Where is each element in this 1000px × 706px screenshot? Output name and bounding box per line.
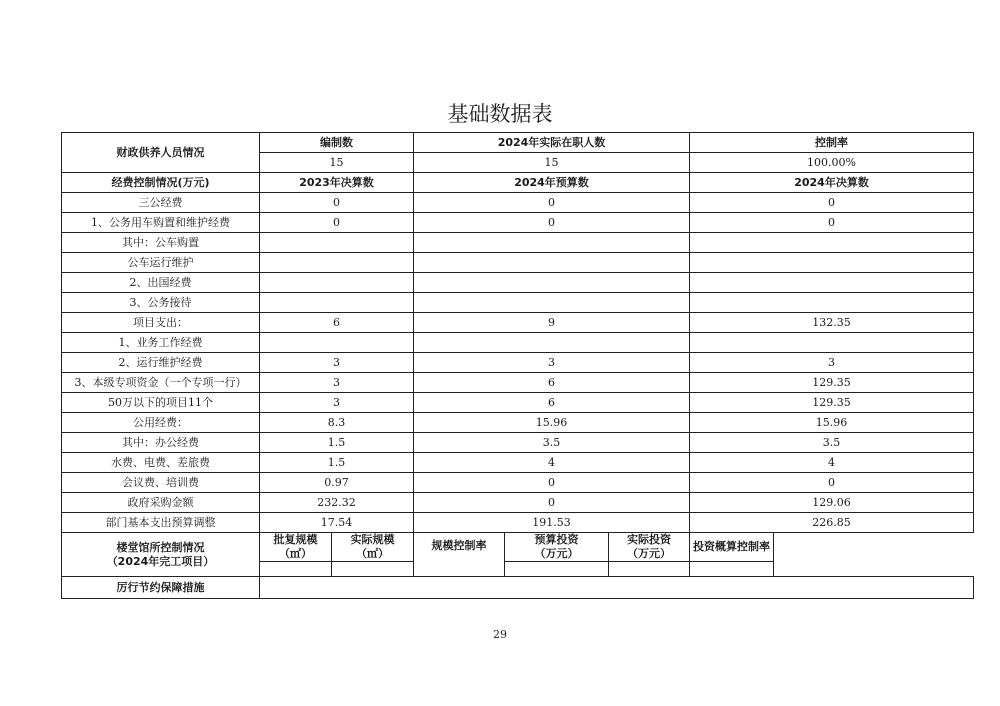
value-cell: 129.06 xyxy=(690,493,974,513)
row-label: 会议费、培训费 xyxy=(62,473,260,493)
header-cell xyxy=(505,533,609,562)
value-cell: 15 xyxy=(260,153,414,173)
value-cell xyxy=(260,562,332,577)
value-cell xyxy=(260,253,414,273)
row-label: 公用经费： xyxy=(62,413,260,433)
value-cell: 4 xyxy=(690,453,974,473)
value-cell: 226.85 xyxy=(690,513,974,533)
page-title: 基础数据表 xyxy=(447,102,553,126)
header-line: （万元） xyxy=(534,547,579,560)
row-label: 其中：办公经费 xyxy=(62,433,260,453)
value-cell xyxy=(414,333,690,353)
page-number: 29 xyxy=(493,628,507,641)
row-label: 1、公务用车购置和维护经费 xyxy=(62,213,260,233)
row-label: 2、出国经费 xyxy=(62,273,260,293)
value-cell: 4 xyxy=(414,453,690,473)
header-line: 实际规模 xyxy=(350,533,395,546)
table-row xyxy=(62,253,974,273)
value-cell: 132.35 xyxy=(690,313,974,333)
value-cell: 6 xyxy=(260,313,414,333)
header-cell xyxy=(414,533,505,577)
value-cell xyxy=(332,562,414,577)
header-line: 规模控制率 xyxy=(431,539,487,552)
staffing-header-row xyxy=(62,133,974,153)
row-label: 公车运行维护 xyxy=(62,253,260,273)
value-cell xyxy=(690,253,974,273)
value-cell: 100.00% xyxy=(690,153,974,173)
table-row xyxy=(62,493,974,513)
value-cell: 0 xyxy=(260,193,414,213)
header-line: （㎡） xyxy=(279,547,312,560)
value-cell: 15.96 xyxy=(414,413,690,433)
value-cell: 6 xyxy=(414,373,690,393)
table-row xyxy=(62,393,974,413)
row-label: 3、公务接待 xyxy=(62,293,260,313)
header-cell xyxy=(332,533,414,562)
value-cell: 3 xyxy=(414,353,690,373)
saving-label: 厉行节约保障措施 xyxy=(62,577,260,599)
row-label: 其中：公车购置 xyxy=(62,233,260,253)
value-cell: 3 xyxy=(260,353,414,373)
value-cell: 129.35 xyxy=(690,393,974,413)
row-label: 水费、电费、差旅费 xyxy=(62,453,260,473)
value-cell xyxy=(690,562,774,577)
expense-header-row xyxy=(62,173,974,193)
value-cell: 3 xyxy=(260,373,414,393)
value-cell: 232.32 xyxy=(260,493,414,513)
value-cell xyxy=(505,562,609,577)
value-cell xyxy=(414,273,690,293)
value-cell: 0 xyxy=(414,193,690,213)
saving-value xyxy=(260,577,974,599)
table-row xyxy=(62,473,974,493)
header-line: 投资概算控制率 xyxy=(693,540,771,553)
table-row xyxy=(62,233,974,253)
table-row xyxy=(62,413,974,433)
value-cell xyxy=(260,233,414,253)
table-row xyxy=(62,333,974,353)
building-sublabel-line: （2024年完工项目） xyxy=(106,554,215,568)
value-cell: 9 xyxy=(414,313,690,333)
value-cell xyxy=(690,333,974,353)
header-cell: 2023年决算数 xyxy=(260,173,414,193)
value-cell xyxy=(260,333,414,353)
value-cell: 191.53 xyxy=(414,513,690,533)
value-cell: 0 xyxy=(414,213,690,233)
row-label: 政府采购金额 xyxy=(62,493,260,513)
saving-row xyxy=(62,577,974,599)
value-cell: 8.3 xyxy=(260,413,414,433)
table-row xyxy=(62,453,974,473)
header-line: 实际投资 xyxy=(627,533,671,546)
value-cell: 15 xyxy=(414,153,690,173)
value-cell: 0 xyxy=(690,473,974,493)
value-cell xyxy=(690,293,974,313)
table-row xyxy=(62,193,974,213)
building-header-row xyxy=(62,533,974,562)
header-cell xyxy=(609,533,690,562)
value-cell: 0.97 xyxy=(260,473,414,493)
expense-label: 经费控制情况(万元) xyxy=(62,173,260,193)
row-label: 1、业务工作经费 xyxy=(62,333,260,353)
header-cell: 2024年实际在职人数 xyxy=(414,133,690,153)
value-cell xyxy=(414,253,690,273)
value-cell: 0 xyxy=(260,213,414,233)
table-row xyxy=(62,513,974,533)
value-cell: 15.96 xyxy=(690,413,974,433)
value-cell: 1.5 xyxy=(260,453,414,473)
row-label: 三公经费 xyxy=(62,193,260,213)
row-label: 部门基本支出预算调整 xyxy=(62,513,260,533)
table-row xyxy=(62,373,974,393)
header-line: （㎡） xyxy=(356,547,389,560)
staffing-label: 财政供养人员情况 xyxy=(62,133,260,173)
building-label-line: 楼堂馆所控制情况 xyxy=(116,540,205,554)
header-cell: 控制率 xyxy=(690,133,974,153)
header-line: （万元） xyxy=(627,547,671,560)
value-cell xyxy=(260,273,414,293)
value-cell xyxy=(414,233,690,253)
header-line: 批复规模 xyxy=(273,533,318,546)
value-cell: 17.54 xyxy=(260,513,414,533)
value-cell: 3 xyxy=(260,393,414,413)
header-cell xyxy=(260,533,332,562)
value-cell: 3 xyxy=(690,353,974,373)
table-row xyxy=(62,313,974,333)
value-cell: 0 xyxy=(690,193,974,213)
header-cell: 编制数 xyxy=(260,133,414,153)
value-cell xyxy=(690,233,974,253)
header-cell: 2024年预算数 xyxy=(414,173,690,193)
table-row xyxy=(62,433,974,453)
value-cell: 0 xyxy=(414,473,690,493)
value-cell: 3.5 xyxy=(414,433,690,453)
value-cell xyxy=(260,293,414,313)
table-row xyxy=(62,293,974,313)
value-cell: 129.35 xyxy=(690,373,974,393)
value-cell: 3.5 xyxy=(690,433,974,453)
table-row xyxy=(62,273,974,293)
header-cell: 2024年决算数 xyxy=(690,173,974,193)
table-row xyxy=(62,213,974,233)
header-line: 预算投资 xyxy=(534,533,579,546)
value-cell: 1.5 xyxy=(260,433,414,453)
row-label: 项目支出： xyxy=(62,313,260,333)
value-cell: 6 xyxy=(414,393,690,413)
header-cell xyxy=(690,533,774,562)
basic-data-table xyxy=(61,132,974,599)
table-row xyxy=(62,353,974,373)
value-cell xyxy=(414,293,690,313)
value-cell: 0 xyxy=(414,493,690,513)
value-cell xyxy=(690,273,974,293)
value-cell: 0 xyxy=(690,213,974,233)
value-cell xyxy=(609,562,690,577)
row-label: 50万以下的项目11个 xyxy=(62,393,260,413)
building-label xyxy=(62,533,260,577)
row-label: 2、运行维护经费 xyxy=(62,353,260,373)
row-label: 3、本级专项资金（一个专项一行） xyxy=(62,373,260,393)
